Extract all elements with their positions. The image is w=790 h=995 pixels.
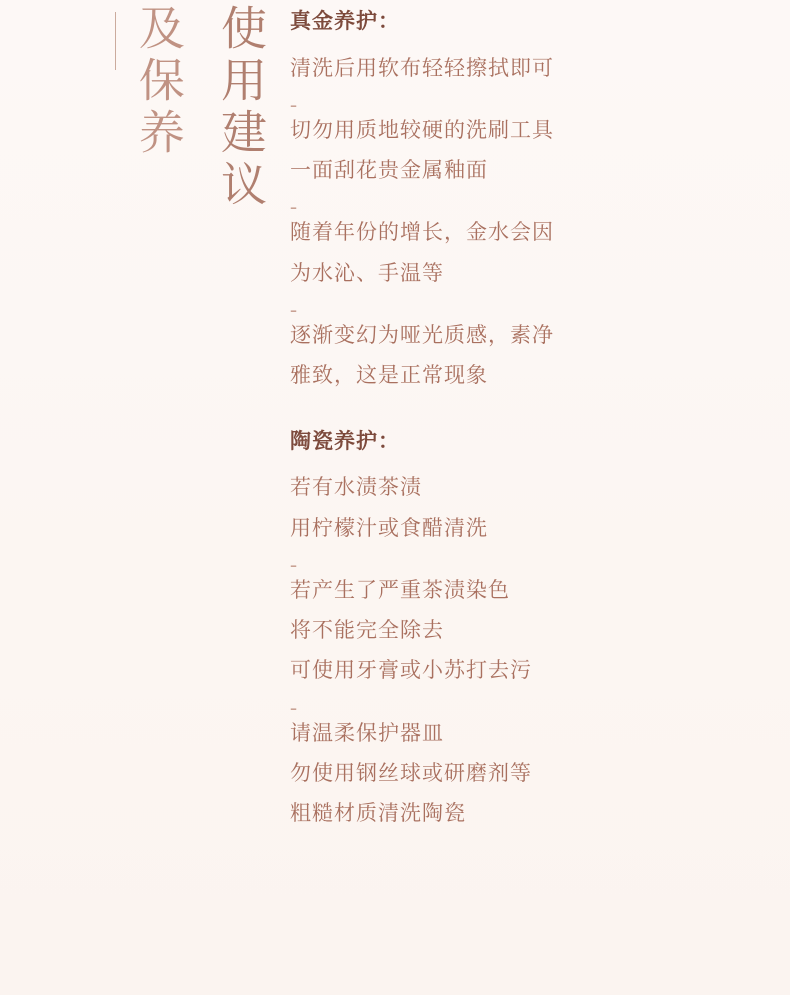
care-line: 一面刮花贵金属釉面: [290, 158, 488, 183]
care-line: 将不能完全除去: [290, 618, 444, 643]
vertical-title-block: [0, 0, 290, 995]
block-separator: -: [290, 551, 297, 576]
care-line: 切勿用质地较硬的洗刷工具: [290, 117, 554, 142]
care-line: 随着年份的增长，金水会因: [290, 220, 554, 245]
care-sections: [290, 0, 790, 995]
section-ceramic-care: [290, 426, 756, 834]
block-separator: -: [290, 297, 297, 322]
block-separator: -: [290, 194, 297, 219]
block-separator: -: [290, 694, 297, 719]
section-heading: 陶瓷养护：: [290, 428, 400, 453]
care-line: 可使用牙膏或小苏打去污: [290, 658, 532, 683]
care-line: 逐渐变幻为哑光质感，素净: [290, 323, 554, 348]
care-line: 用柠檬汁或食醋清洗: [290, 515, 488, 540]
section-gold-care: [290, 6, 756, 396]
care-line: 请温柔保护器皿: [290, 720, 444, 745]
care-line: 粗糙材质清洗陶瓷: [290, 801, 466, 826]
care-line: 勿使用钢丝球或研磨剂等: [290, 761, 532, 786]
care-line: 雅致，这是正常现象: [290, 363, 488, 388]
care-line: 清洗后用软布轻轻擦拭即可: [290, 55, 554, 80]
care-line: 若产生了严重茶渍染色: [290, 577, 510, 602]
care-line: 若有水渍茶渍: [290, 475, 422, 500]
block-separator: -: [290, 91, 297, 116]
section-heading: 真金养护：: [290, 9, 400, 33]
care-line: 为水沁、手温等: [290, 260, 444, 285]
page-title-sub: 及保养: [132, 4, 184, 160]
title-divider: [115, 12, 116, 70]
page-title-main: 使用建议: [215, 4, 266, 212]
